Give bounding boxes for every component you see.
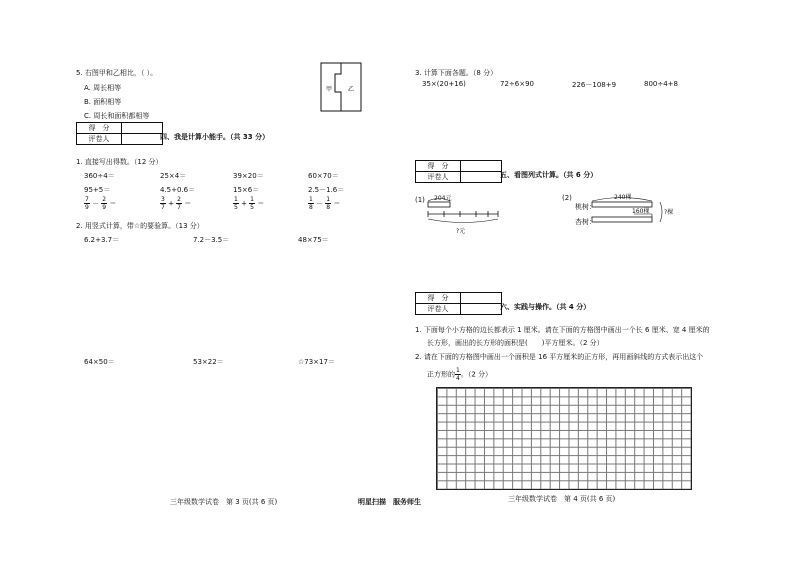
calc-item: 2.5－1.6＝ — [308, 186, 345, 194]
q3-item: 35×(20+16) — [422, 80, 466, 88]
vertical-calc-item: 64×50＝ — [84, 358, 115, 366]
section5-title: 五、看图列式计算。（共 6 分） — [500, 171, 598, 179]
q5-option-c: C. 周长和面积都相等 — [84, 112, 150, 120]
score-label: 得 分 — [416, 293, 461, 304]
q3-item: 72÷6×90 — [500, 80, 534, 88]
calc-item: 39×20＝ — [233, 172, 264, 180]
q2-title: 2. 用竖式计算，带☆的要验算。（13 分） — [76, 222, 204, 230]
score-label: 得 分 — [416, 161, 461, 172]
practice-q1-line2: 长方形，画出的长方形的面积是( )平方厘米。（2 分） — [427, 339, 604, 347]
right-page-footer: 三年级数学试卷 第 4 页(共 6 页) — [508, 495, 616, 503]
square-grid[interactable] — [436, 387, 692, 490]
q5-option-a: A. 周长相等 — [84, 84, 122, 92]
center-footer: 明星扫描 服务师生 — [358, 498, 421, 506]
vertical-calc-item: 6.2+3.7＝ — [84, 236, 120, 244]
q1-title: 1. 直接写出得数。（12 分） — [76, 158, 163, 166]
score-cell[interactable] — [461, 161, 502, 172]
calc-item: 60×70＝ — [308, 172, 339, 180]
q5-option-b: B. 面积相等 — [84, 98, 122, 106]
fig1-number: (1) — [415, 196, 425, 204]
q3-item: 226－108+9 — [572, 81, 617, 89]
fig1-bottom-label: ?元 — [456, 228, 466, 235]
calc-item: 95+5＝ — [84, 186, 111, 194]
q3-title: 3. 计算下面各题。（8 分） — [415, 69, 498, 77]
grader-label: 评卷人 — [77, 134, 122, 145]
grader-label: 评卷人 — [416, 172, 461, 183]
fig-label-jia: 甲 — [326, 86, 333, 93]
q5-title: 5. 右图甲和乙相比，（ ）。 — [76, 69, 158, 77]
fraction-item: $\frac{3}{7}$ + $\frac{2}{7}$ ＝ — [161, 196, 192, 211]
fraction-item: $\frac{1}{5}$ + $\frac{1}{5}$ ＝ — [234, 196, 265, 211]
score-box-section4 — [76, 122, 163, 145]
practice-q2-line1: 2. 请在下面的方格图中画出一个面积是 16 平方厘米的正方形，再用画斜线的方式表示出这个 — [415, 353, 704, 361]
fig2-row2-label: 杏树： — [575, 218, 596, 226]
fig1-top-label: 204元 — [434, 195, 452, 202]
fig2-number: (2) — [562, 194, 572, 202]
fig2-question-label: ?棵 — [664, 209, 674, 216]
section6-title: 六、实践与操作。（共 4 分） — [500, 303, 591, 311]
fig1-diagram — [426, 192, 502, 236]
calc-item: 15×6＝ — [233, 186, 260, 194]
calc-item: 25×4＝ — [160, 172, 187, 180]
fig2-top-label: 240棵 — [614, 194, 632, 201]
fig2-mid-label: 160棵 — [632, 208, 650, 215]
grader-cell[interactable] — [461, 172, 502, 183]
fraction-item: $\frac{1}{8}$ － $\frac{1}{8}$ ＝ — [309, 196, 341, 211]
fraction-item: $\frac{7}{9}$ － $\frac{2}{9}$ ＝ — [85, 196, 117, 211]
vertical-calc-item: 7.2－3.5＝ — [193, 236, 230, 244]
section4-title: 四、我是计算小能手。（共 33 分） — [160, 133, 270, 141]
q5-figure — [320, 62, 362, 112]
fig2-row1-label: 桃树： — [575, 203, 596, 211]
vertical-calc-item: 53×22＝ — [193, 358, 224, 366]
fig2-diagram — [590, 190, 690, 230]
score-cell[interactable] — [122, 123, 163, 134]
grader-label: 评卷人 — [416, 304, 461, 315]
vertical-calc-item: 48×75＝ — [298, 236, 329, 244]
grader-cell[interactable] — [122, 134, 163, 145]
score-cell[interactable] — [461, 293, 502, 304]
score-label: 得 分 — [77, 123, 122, 134]
calc-item: 360÷4＝ — [84, 172, 115, 180]
grader-cell[interactable] — [461, 304, 502, 315]
q3-item: 800÷4+8 — [644, 80, 678, 88]
fig-label-yi: 乙 — [348, 86, 355, 93]
score-box-section5 — [415, 160, 502, 183]
score-box-section6 — [415, 292, 502, 315]
left-page-footer: 三年级数学试卷 第 3 页(共 6 页) — [170, 498, 278, 506]
practice-q1-line1: 1. 下面每个小方格的边长都表示 1 厘米。请在下面的方格图中画出一个长 6 厘米、宽 4 厘米的 — [415, 326, 710, 334]
vertical-calc-item: ☆73×17＝ — [298, 358, 335, 366]
calc-item: 4.5+0.6＝ — [160, 186, 196, 194]
practice-q2-line2: 正方形的 $\frac{1}{4}$ 。（2 分） — [427, 367, 493, 382]
